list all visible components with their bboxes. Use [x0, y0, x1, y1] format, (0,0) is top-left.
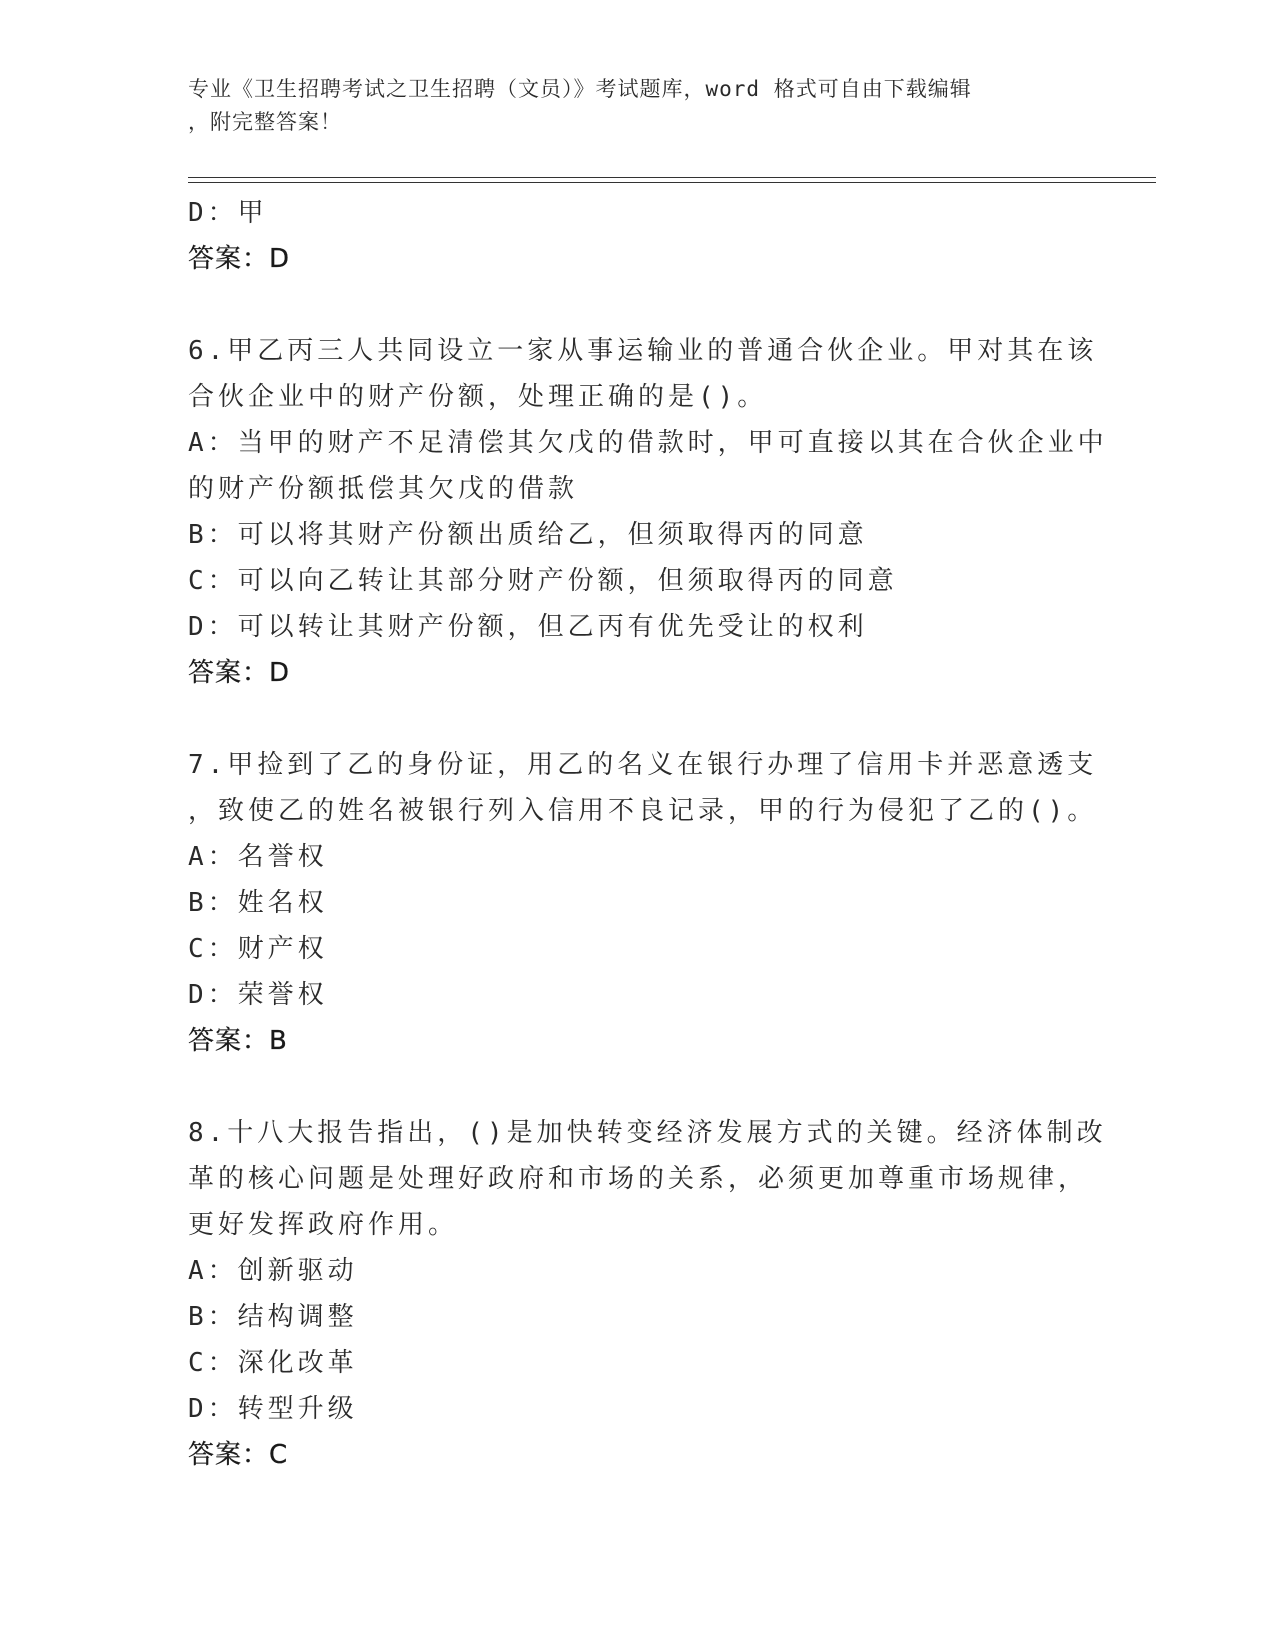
- option-c: C：深化改革: [188, 1348, 358, 1378]
- option-d: D：荣誉权: [188, 980, 328, 1010]
- option-a: A：名誉权: [188, 842, 328, 872]
- option-a: A：创新驱动: [188, 1256, 358, 1286]
- question-list: [188, 190, 1108, 1478]
- question-stem: 更好发挥政府作用。: [188, 1210, 459, 1240]
- question-stem: 8.十八大报告指出，()是加快转变经济发展方式的关键。经济体制改: [188, 1118, 1107, 1148]
- answer-line: 答案：B: [188, 1026, 288, 1056]
- question-stem: 合伙企业中的财产份额，处理正确的是()。: [188, 382, 768, 412]
- header-line-1: 专业《卫生招聘考试之卫生招聘（文员）》考试题库，word 格式可自由下载编辑: [188, 77, 972, 101]
- answer-line: 答案：C: [188, 1440, 289, 1470]
- option-d: D：可以转让其财产份额，但乙丙有优先受让的权利: [188, 612, 868, 642]
- option-c: C：财产权: [188, 934, 328, 964]
- option-d: D：甲: [188, 198, 268, 228]
- question-stem: 革的核心问题是处理好政府和市场的关系，必须更加尊重市场规律，: [188, 1164, 1089, 1194]
- option-d: D：转型升级: [188, 1394, 358, 1424]
- answer-line: 答案：D: [188, 658, 291, 688]
- option-b: B：姓名权: [188, 888, 328, 918]
- question-8: [188, 1110, 1107, 1478]
- question-7: [188, 742, 1098, 1064]
- question-stem: 6.甲乙丙三人共同设立一家从事运输业的普通合伙企业。甲对其在该: [188, 336, 1098, 366]
- header-line-2: ，附完整答案！: [188, 110, 342, 134]
- question-6: [188, 328, 1108, 696]
- option-c: C：可以向乙转让其部分财产份额，但须取得丙的同意: [188, 566, 898, 596]
- header-rule-top: [188, 177, 1156, 178]
- answer-line: 答案：D: [188, 244, 291, 274]
- header-rule-bottom: [188, 182, 1156, 183]
- option-b: B：可以将其财产份额出质给乙，但须取得丙的同意: [188, 520, 868, 550]
- question-stem: ，致使乙的姓名被银行列入信用不良记录，甲的行为侵犯了乙的()。: [188, 796, 1098, 826]
- option-a-continued: 的财产份额抵偿其欠戊的借款: [188, 474, 579, 504]
- option-a: A：当甲的财产不足清偿其欠戊的借款时，甲可直接以其在合伙企业中: [188, 428, 1108, 458]
- question-stem: 7.甲捡到了乙的身份证，用乙的名义在银行办理了信用卡并恶意透支: [188, 750, 1098, 780]
- option-b: B：结构调整: [188, 1302, 358, 1332]
- page-header: [188, 73, 1088, 139]
